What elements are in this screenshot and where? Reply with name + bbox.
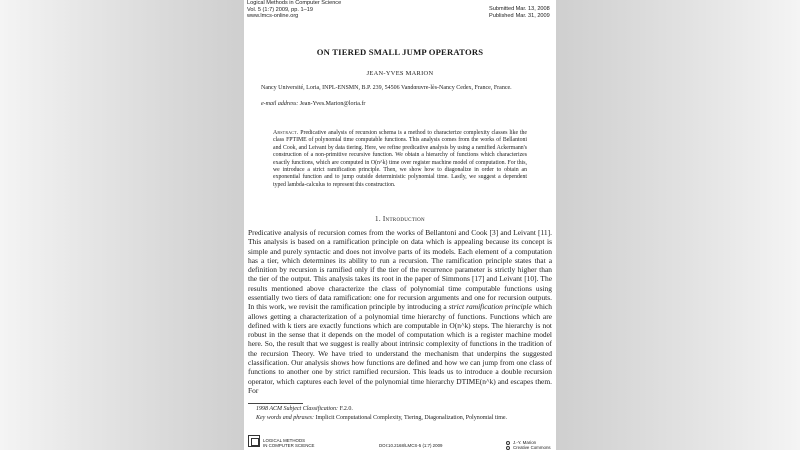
published-date: Mar. 31, 2009 (515, 12, 550, 19)
license-block (506, 440, 551, 450)
footnote-acm (256, 406, 353, 412)
acm-label: 1998 ACM Subject Classification: (256, 406, 339, 412)
paper-author: JEAN-YVES MARION (366, 70, 434, 77)
footnote-keywords (256, 415, 552, 421)
license-name: Creative Commons (513, 445, 551, 450)
section-heading: 1. Introduction (375, 215, 425, 223)
paper-title: ON TIERED SMALL JUMP OPERATORS (316, 47, 484, 57)
creative-commons-icon (506, 446, 510, 450)
lmcs-logo-text (263, 438, 314, 448)
author-email: Jean-Yves.Marion@loria.fr (299, 101, 366, 107)
viewer-background-left (0, 0, 244, 450)
intro-part-1: Predicative analysis of recursion comes from the works of Bellantoni and Cook [3] and Leivant [11]. This analysis is based on a ramification principle on data which is appealing because its concept is simple and purely syntactic and does not involve parts of its models. Each element of a computation has a tier, which determines its ability to run a recursion. The ramification principle states that a definition by recursion is ramified only if the tier of the recurrence parameter is strictly higher than the tier of the output. This analysis takes its root in the paper of Simmons [17] and Leivant [10]. The results mentioned above characterize the class of polynomial time computable functions using essentially two tiers of data ramification: one for recursion arguments and one for recursion outputs. In this work, we revisit the ramification principle by introducing a (248, 228, 552, 312)
author-email-line (261, 101, 365, 107)
author-affiliation: Nancy Université, Loria, INPL-ENSMN, B.P. 239, 54506 Vandœuvre-lès-Nancy Cedex, France, France. (261, 85, 512, 91)
paper-page (244, 0, 556, 450)
journal-website: www.lmcs-online.org (247, 13, 299, 20)
submitted-label: Submitted (489, 6, 515, 12)
footnote-rule (248, 403, 303, 404)
journal-volume: Vol. 5 (1:7) 2009, pp. 1–19 (247, 6, 313, 13)
email-label: e-mail address: (261, 101, 299, 107)
published-label: Published (489, 12, 514, 19)
keywords-value: Implicit Computational Complexity, Tiering, Diagonalization, Polynomial time. (315, 415, 508, 421)
logo-line-1: LOGICAL METHODS (263, 438, 306, 443)
submitted-date: Mar. 13, 2008 (515, 6, 550, 12)
doi-text: DOI:10.2168/LMCS-5 (1:7) 2009 (379, 443, 443, 448)
acm-value: F.2.0. (339, 406, 353, 412)
logo-line-2: IN COMPUTER SCIENCE (263, 443, 315, 448)
viewer-background-right (556, 0, 800, 450)
published-row (489, 13, 550, 20)
keywords-label: Key words and phrases: (256, 415, 314, 421)
intro-emphasis: strict ramification principle (448, 302, 532, 312)
lmcs-logo-icon (248, 435, 260, 447)
abstract-label: Abstract. (273, 130, 299, 136)
copyright-holder: J.-Y. Marion (513, 440, 537, 445)
introduction-text (248, 228, 552, 395)
submitted-row (489, 6, 550, 13)
page-footer (244, 433, 556, 450)
abstract-text: Predicative analysis of recursion schema is a method to characterize complexity classes like the class FPTIME of polynomial time computable functions. This analysis comes from the works of Bellantoni and Cook, and Leivant by data tiering. Here, we refine predicative analysis by using a ramified Ackermann's construction of a non-primitive recursive function. We obtain a hierarchy of functions which characterizes exactly functions, which are computed in O(n^k) time over register machine model of computation. For this, we introduce a strict ramification principle. Then, we show how to diagonalize in order to obtain an exponential function and to jump outside deterministic polynomial time. Lastly, we suggest a dependent typed lambda-calculus to represent this construction. (273, 130, 527, 188)
journal-name: Logical Methods in Computer Science (247, 0, 342, 6)
intro-part-2: which allows getting a characterization of a polynomial time hierarchy of functions. Functions which are defined with k tiers are exactly functions which are computable in O(n^k) steps. The hierarchy is not robust in the sense that it depends on the model of computation which is a register machine model here. So, the result that we suggest is really about intrinsic complexity of functions in the tradition of the recursion Theory. We have tried to understand the mechanism that underpins the suggested classification. Our analysis shows how functions are defined and how we can jump from one class of functions to another one by strict ramified recursion. This leads us to introduce a double recursion operator, which captures each level of the polynomial time hierarchy DTIME(n^k) and escapes them. For (248, 302, 552, 395)
abstract (273, 130, 527, 189)
